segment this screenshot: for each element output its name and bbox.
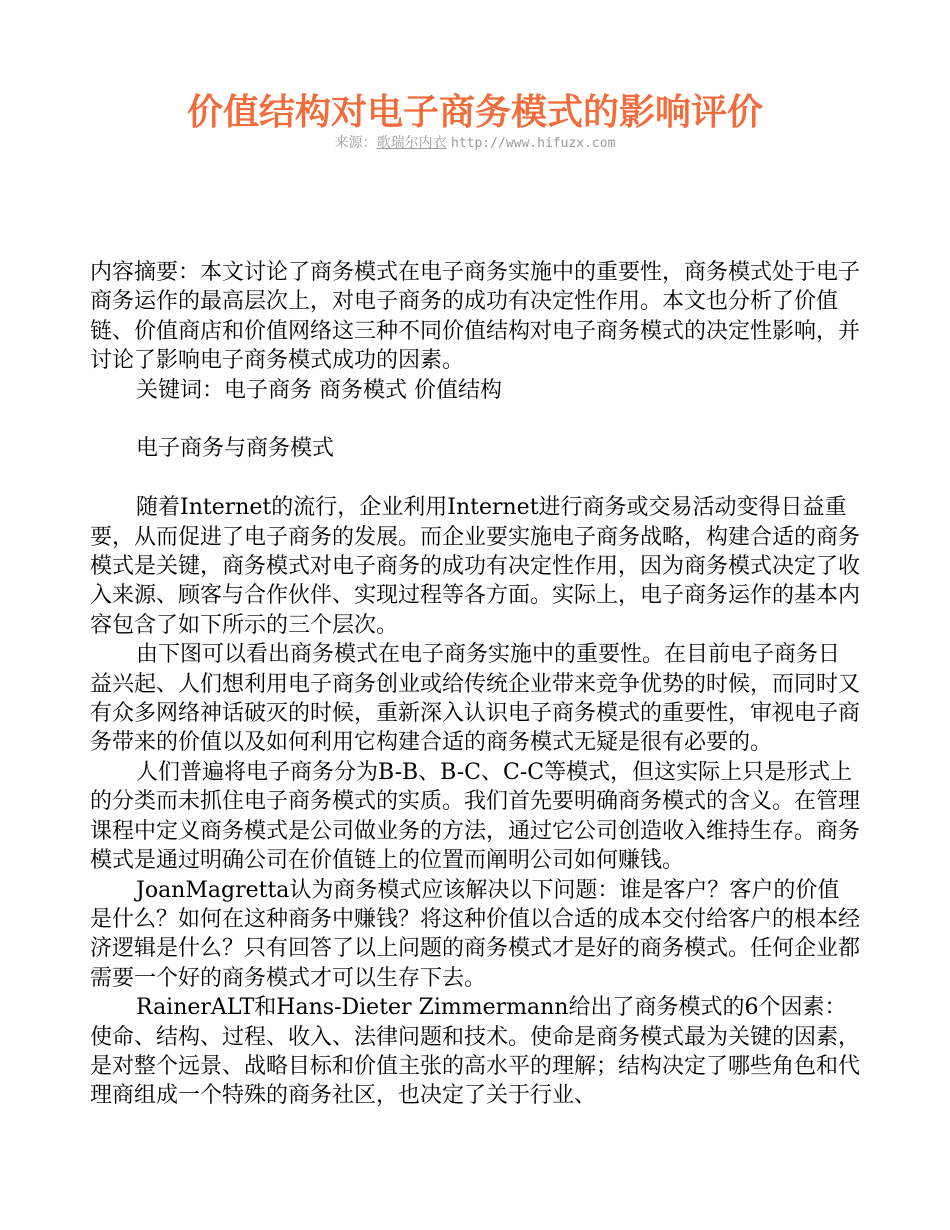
body-paragraph: 随着Internet的流行，企业利用Internet进行商务或交易活动变得日益重要，从而促进了电子商务的发展。而企业要实施电子商务战略，构建合适的商务模式是关键，商务模式对电子商务的成功有决定性作用，因为商务模式决定了收入来源、顾客与合作伙伴、实现过程等各方面。实际上，电子商务运作的基本内容包含了如下所示的三个层次。 [90,495,861,638]
body-paragraph: RainerALT和Hans-Dieter Zimmermann给出了商务模式的6个因素：使命、结构、过程、收入、法律问题和技术。使命是商务模式最为关键的因素，是对整个远景、战略目标和价值主张的高水平的理解；结构决定了哪些角色和代理商组成一个特殊的商务社区，也决定了关于行业、 [90,995,861,1109]
source-label: 来源： [334,135,377,151]
page-title: 价值结构对电子商务模式的影响评价 [186,91,763,133]
article-body [90,258,860,1111]
keywords-line: 关键词：电子商务 商务模式 价值结构 [136,377,502,403]
spacer [90,405,860,434]
section-heading: 电子商务与商务模式 [136,436,335,462]
source-url: http://www.hifuzx.com [451,136,616,151]
source-line [0,133,950,154]
body-paragraph: 由下图可以看出商务模式在电子商务实施中的重要性。在目前电子商务日益兴起、人们想利用电子商务创业或给传统企业带来竞争优势的时候，而同时又有众多网络神话破灭的时候，重新深入认识电子商务模式的重要性，审视电子商务带来的价值以及如何利用它构建合适的商务模式无疑是很有必要的。 [90,642,861,756]
abstract-paragraph: 内容摘要：本文讨论了商务模式在电子商务实施中的重要性，商务模式处于电子商务运作的最高层次上，对电子商务的成功有决定性作用。本文也分析了价值链、价值商店和价值网络这三种不同价值结构对电子商务模式的决定性影响，并讨论了影响电子商务模式成功的因素。 [90,260,861,374]
source-link[interactable]: 歌瑞尔内衣 [376,135,447,151]
body-paragraph: 人们普遍将电子商务分为B-B、B-C、C-C等模式，但这实际上只是形式上的分类而未抓住电子商务模式的实质。我们首先要明确商务模式的含义。在管理课程中定义商务模式是公司做业务的方法，通过它公司创造收入维持生存。商务模式是通过明确公司在价值链上的位置而阐明公司如何赚钱。 [90,759,861,874]
body-paragraph: JoanMagretta认为商务模式应该解决以下问题：谁是客户？客户的价值是什么？如何在这种商务中赚钱？将这种价值以合适的成本交付给客户的根本经济逻辑是什么？只有回答了以上问题的商务模式才是好的商务模式。任何企业都需要一个好的商务模式才可以生存下去。 [90,877,861,991]
spacer [90,464,860,493]
